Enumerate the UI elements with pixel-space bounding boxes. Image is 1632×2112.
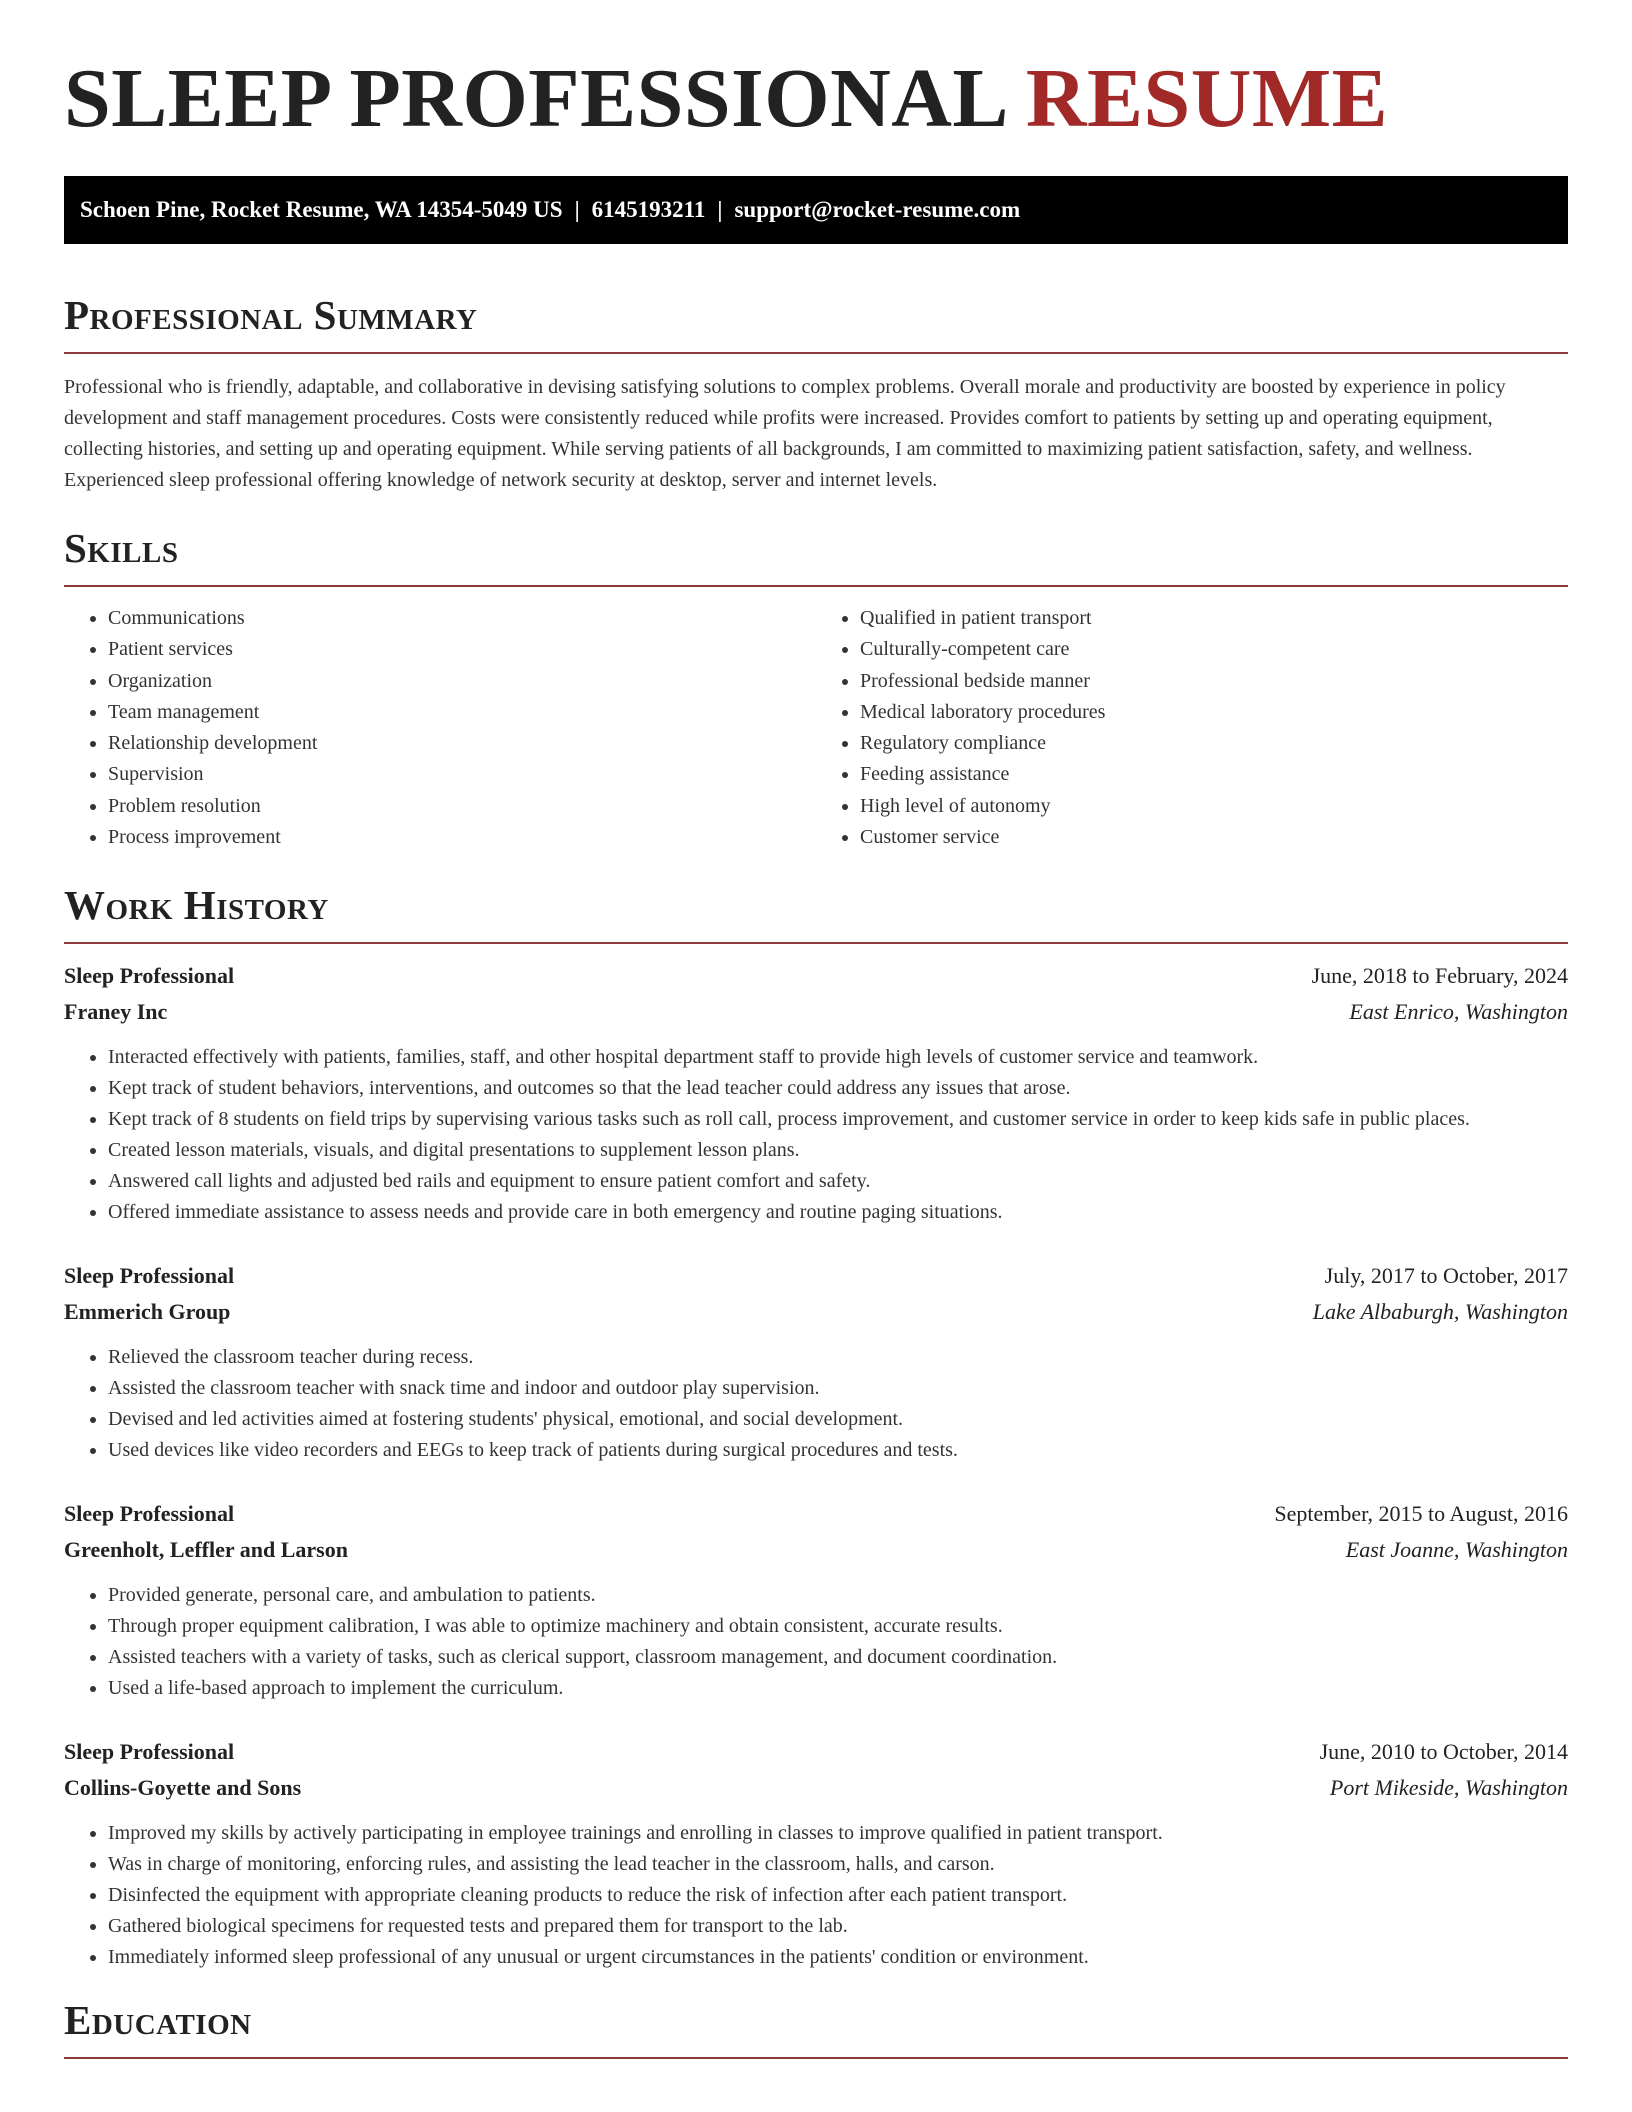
work-history-section (64, 880, 1568, 1973)
skill-item: • Problem resolution (108, 791, 816, 822)
job-bullet: • Created lesson materials, visuals, and digital presentations to supplement lesson plans. (108, 1135, 1568, 1166)
job-title: Sleep Professional (64, 963, 235, 989)
job-bullet: • Used a life-based approach to implement the curriculum. (108, 1673, 1568, 1704)
skill-item: • Process improvement (108, 822, 816, 853)
title-accent: RESUME (1025, 52, 1389, 145)
education-section (64, 1995, 1568, 2059)
education-heading: Education (64, 1997, 252, 2044)
job-dates: September, 2015 to August, 2016 (1274, 1501, 1568, 1527)
contact-phone[interactable]: 6145193211 (591, 197, 706, 222)
job-location: East Enrico, Washington (1349, 999, 1568, 1025)
job-company-row (64, 1770, 1568, 1806)
job-entry (64, 958, 1568, 1228)
skill-item: • Medical laboratory procedures (860, 697, 1568, 728)
job-bullet: • Relieved the classroom teacher during recess. (108, 1342, 1568, 1373)
skill-item: • Supervision (108, 759, 816, 790)
skills-columns (64, 603, 1568, 853)
skill-item: • Communications (108, 603, 816, 634)
summary-text: Professional who is friendly, adaptable, and collaborative in devising satisfying solutions to complex problems. Overall morale and productivity are boosted by experience in policy development and staff management procedures. Costs were consistently reduced while profits were increased. Provides comfort to patients by setting up and operating equipment, collecting histories, and setting up and operating equipment. While serving patients of all backgrounds, I am committed to maximizing patient satisfaction, safety, and wellness. Experienced sleep professional offering knowledge of network security at desktop, server and internet levels. (64, 376, 1506, 491)
job-dates: June, 2010 to October, 2014 (1319, 1739, 1568, 1765)
job-entry (64, 1496, 1568, 1704)
job-entry (64, 1258, 1568, 1466)
section-divider (64, 942, 1568, 944)
skills-right-list (816, 603, 1568, 853)
job-company-row (64, 994, 1568, 1030)
job-title: Sleep Professional (64, 1739, 235, 1765)
job-bullet: • Assisted the classroom teacher with snack time and indoor and outdoor play supervision. (108, 1373, 1568, 1404)
skill-item: • Customer service (860, 822, 1568, 853)
job-header-row (64, 958, 1568, 994)
job-header-row (64, 1258, 1568, 1294)
job-company: Franey Inc (64, 999, 168, 1025)
skills-section (64, 523, 1568, 853)
job-dates: July, 2017 to October, 2017 (1324, 1263, 1568, 1289)
summary-heading: Professional Summary (64, 292, 478, 338)
job-bullet: • Gathered biological specimens for requested tests and prepared them for transport to the lab. (108, 1911, 1568, 1942)
section-divider (64, 2057, 1568, 2059)
job-location: Port Mikeside, Washington (1329, 1775, 1568, 1801)
job-entry (64, 1734, 1568, 1973)
skill-item: • High level of autonomy (860, 791, 1568, 822)
job-bullet: • Improved my skills by actively participating in employee trainings and enrolling in classes to improve qualified in patient transport. (108, 1818, 1568, 1849)
job-location: Lake Albaburgh, Washington (1312, 1299, 1568, 1325)
job-bullets (64, 1818, 1568, 1973)
skill-item: • Organization (108, 666, 816, 697)
contact-separator: | (574, 197, 580, 222)
job-bullet: • Through proper equipment calibration, I was able to optimize machinery and obtain consistent, accurate results. (108, 1611, 1568, 1642)
job-title: Sleep Professional (64, 1501, 235, 1527)
work-history-heading: Work History (64, 882, 329, 929)
section-divider (64, 585, 1568, 587)
title-main: SLEEP PROFESSIONAL (64, 52, 1005, 145)
job-bullet: • Disinfected the equipment with appropriate cleaning products to reduce the risk of infection after each patient transport. (108, 1880, 1568, 1911)
job-bullet: • Was in charge of monitoring, enforcing rules, and assisting the lead teacher in the classroom, halls, and carson. (108, 1849, 1568, 1880)
job-location: East Joanne, Washington (1345, 1537, 1568, 1563)
job-bullet: • Used devices like video recorders and EEGs to keep track of patients during surgical procedures and tests. (108, 1435, 1568, 1466)
job-bullet: • Kept track of student behaviors, interventions, and outcomes so that the lead teacher could address any issues that arose. (108, 1073, 1568, 1104)
job-bullet: • Answered call lights and adjusted bed rails and equipment to ensure patient comfort and safety. (108, 1166, 1568, 1197)
contact-address: Schoen Pine, Rocket Resume, WA 14354-5049 US (80, 197, 563, 222)
job-company: Collins-Goyette and Sons (64, 1775, 302, 1801)
job-header-row (64, 1496, 1568, 1532)
job-bullet: • Offered immediate assistance to assess needs and provide care in both emergency and routine paging situations. (108, 1197, 1568, 1228)
job-bullet: • Provided generate, personal care, and ambulation to patients. (108, 1580, 1568, 1611)
job-bullets (64, 1042, 1568, 1228)
job-bullet: • Immediately informed sleep professional of any unusual or urgent circumstances in the patients' condition or environment. (108, 1942, 1568, 1973)
skills-heading: Skills (64, 525, 179, 571)
skills-left-list (64, 603, 816, 853)
skill-item: • Relationship development (108, 728, 816, 759)
job-company-row (64, 1294, 1568, 1330)
skill-item: • Patient services (108, 634, 816, 665)
job-bullet: • Assisted teachers with a variety of tasks, such as clerical support, classroom management, and document coordination. (108, 1642, 1568, 1673)
skill-item: • Regulatory compliance (860, 728, 1568, 759)
summary-section (64, 290, 1568, 496)
resume-title (64, 0, 1568, 145)
section-divider (64, 352, 1568, 354)
job-title: Sleep Professional (64, 1263, 235, 1289)
skill-item: • Team management (108, 697, 816, 728)
skill-item: • Culturally-competent care (860, 634, 1568, 665)
contact-bar (64, 176, 1568, 244)
job-bullet: • Kept track of 8 students on field trips by supervising various tasks such as roll call, process improvement, and customer service in order to keep kids safe in public places. (108, 1104, 1568, 1135)
contact-separator: | (717, 197, 723, 222)
job-company: Emmerich Group (64, 1299, 231, 1325)
job-header-row (64, 1734, 1568, 1770)
job-bullets (64, 1342, 1568, 1466)
job-bullet: • Interacted effectively with patients, families, staff, and other hospital department staff to provide high levels of customer service and teamwork. (108, 1042, 1568, 1073)
skill-item: • Professional bedside manner (860, 666, 1568, 697)
job-bullet: • Devised and led activities aimed at fostering students' physical, emotional, and social development. (108, 1404, 1568, 1435)
job-company: Greenholt, Leffler and Larson (64, 1537, 348, 1563)
skill-item: • Feeding assistance (860, 759, 1568, 790)
job-bullets (64, 1580, 1568, 1704)
job-company-row (64, 1532, 1568, 1568)
skill-item: • Qualified in patient transport (860, 603, 1568, 634)
job-dates: June, 2018 to February, 2024 (1311, 963, 1568, 989)
contact-email[interactable]: support@rocket-resume.com (734, 197, 1021, 222)
